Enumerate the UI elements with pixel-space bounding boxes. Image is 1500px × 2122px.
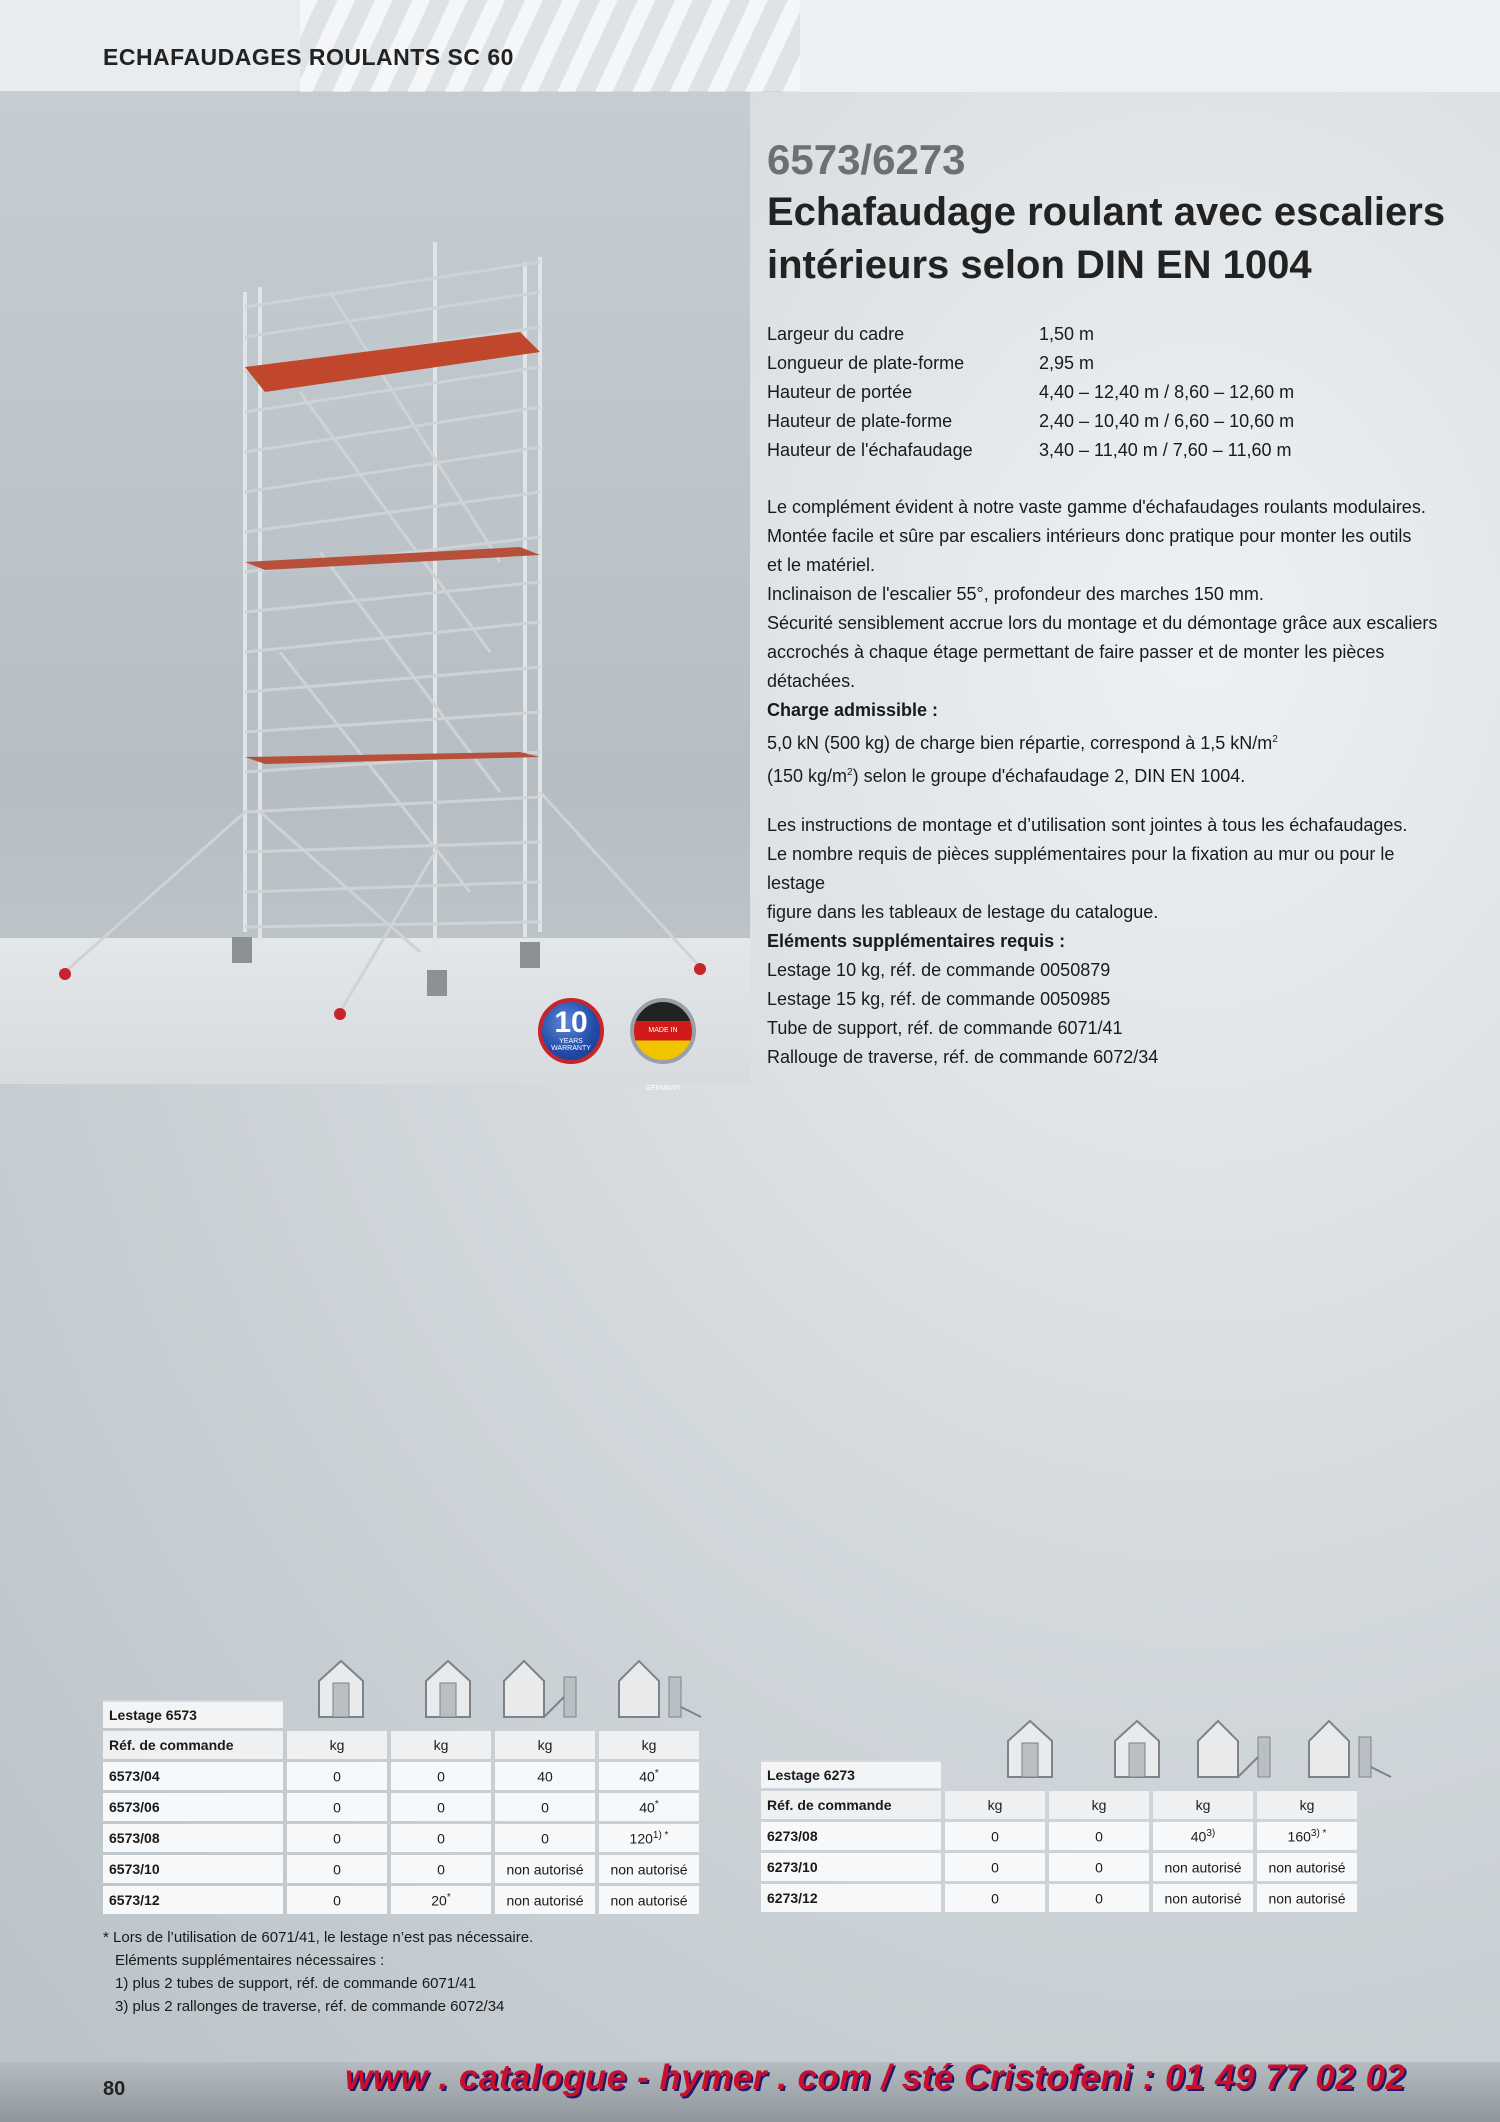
ballast-table-6273 [757,1757,1361,1915]
footnote: Eléments supplémentaires nécessaires : [115,1952,385,1969]
table-cell: 0 [287,1824,387,1852]
table-caption-row [761,1760,1357,1788]
instructions-line: figure dans les tableaux de lestage du catalogue. [767,902,1159,922]
warranty-number: 10 [554,1006,588,1039]
table-cell: $160^{3) *}$ [1257,1822,1357,1850]
table-cell: 6573/06 [103,1793,283,1821]
load-heading: Charge admissible : [767,700,939,720]
table-cell: 0 [1049,1853,1149,1881]
description-line: Inclinaison de l'escalier 55°, profondeur des marches 150 mm. [767,584,1264,604]
table-cell: non autorisé [1257,1884,1357,1912]
made-in-germany-badge [630,998,696,1092]
table-cell: 0 [945,1822,1045,1850]
extra-parts [767,927,1457,1072]
footnote: * Lors de l’utilisation de 6071/41, le lestage n’est pas nécessaire. [103,1929,534,1946]
table-cell: 0 [945,1853,1045,1881]
table-cell: non autorisé [1257,1853,1357,1881]
load-line-2: (150 $kg/m^2$) selon le groupe d'échafaudage 2, DIN EN 1004. [767,766,1246,786]
table-cell: non autorisé [1153,1853,1253,1881]
spec-list [767,320,1407,465]
load-line-1: 5,0 kN (500 kg) de charge bien répartie, correspond à 1,5 $kN/m^2$ [767,733,1278,753]
unit-header: kg [391,1731,491,1759]
description-line: et le matériel. [767,555,876,575]
table-cell: 6273/12 [761,1884,941,1912]
table-row [103,1886,699,1914]
table-header-row [761,1791,1357,1819]
unit-header: kg [495,1731,595,1759]
table-cell: 0 [391,1824,491,1852]
made-in-germany-text: MADE IN GERMANY [645,1027,681,1092]
table-cell: 0 [391,1793,491,1821]
table-row [103,1793,699,1821]
description-line: Montée facile et sûre par escaliers intérieurs donc pratique pour monter les outils [767,526,1412,546]
section-title: ECHAFAUDAGES ROULANTS SC 60 [103,44,514,70]
table-row [103,1762,699,1790]
extra-part-item: Rallouge de traverse, réf. de commande 6072/34 [767,1047,1159,1067]
table-cell: 40 [495,1762,595,1790]
table-caption: Lestage 6273 [761,1760,941,1788]
table-cell: 0 [945,1884,1045,1912]
spec-value: 4,40 – 12,40 m / 8,60 – 12,60 m [1039,382,1295,402]
table-cell: 40* [599,1793,699,1821]
spec-value: 2,95 m [1039,353,1095,373]
table-header-row [103,1731,699,1759]
table-cell: 0 [287,1855,387,1883]
spec-label: Largeur du cadre [767,324,905,344]
product-code: 6573/6273 [767,136,966,183]
table-cell: 0 [287,1886,387,1914]
table-cell: 20* [391,1886,491,1914]
spec-label: Hauteur de plate-forme [767,411,953,431]
unit-header: kg [945,1791,1045,1819]
ballast-table-6573 [99,1697,703,1917]
spec-row [767,407,1407,436]
description-line: Le complément évident à notre vaste gamme d'échafaudages roulants modulaires. [767,497,1426,517]
instructions-line: Le nombre requis de pièces supplémentaires pour la fixation au mur ou pour le lestage [767,844,1395,893]
spec-row [767,349,1407,378]
table-cell: 40* [599,1762,699,1790]
table-cell: 0 [1049,1822,1149,1850]
table-row [761,1884,1357,1912]
table-row [103,1824,699,1852]
table-cell: 6273/08 [761,1822,941,1850]
table-cell: 0 [287,1762,387,1790]
warranty-badge [538,998,604,1064]
table-cell: 6573/12 [103,1886,283,1914]
table-cell: 0 [391,1855,491,1883]
table-cell: non autorisé [599,1886,699,1914]
product-title [767,186,1467,292]
instructions-line: Les instructions de montage et d’utilisation sont jointes à tous les échafaudages. [767,815,1408,835]
scaffold-illustration [0,92,750,1084]
unit-header: kg [1049,1791,1149,1819]
extra-part-item: Lestage 15 kg, réf. de commande 0050985 [767,989,1111,1009]
unit-header: kg [599,1731,699,1759]
page-number: 80 [103,2078,126,2100]
unit-header: kg [287,1731,387,1759]
spec-value: 3,40 – 11,40 m / 7,60 – 11,60 m [1039,440,1292,460]
table-cell: $120^{1) *}$ [599,1824,699,1852]
table-cell: 6273/10 [761,1853,941,1881]
description-line: accrochés à chaque étage permettant de faire passer et de monter les pièces détachées. [767,642,1385,691]
unit-header: kg [1257,1791,1357,1819]
spec-value: 1,50 m [1039,324,1095,344]
top-platform [245,332,540,392]
table-row [761,1853,1357,1881]
footnotes [103,1926,703,2018]
catalogue-watermark-link[interactable]: www . catalogue - hymer . com / sté Cristofeni : 01 49 77 02 02 [345,2058,1406,2097]
spec-label: Hauteur de portée [767,382,913,402]
product-description [767,493,1457,696]
table-cell: 40$^{3)}$ [1153,1822,1253,1850]
table-cell: 6573/08 [103,1824,283,1852]
description-line: Sécurité sensiblement accrue lors du montage et du démontage grâce aux escaliers [767,613,1438,633]
table-cell: 0 [391,1762,491,1790]
footnote: 3) plus 2 rallonges de traverse, réf. de commande 6072/34 [115,1998,505,2015]
table-cell: 6573/10 [103,1855,283,1883]
spec-label: Longueur de plate-forme [767,353,965,373]
extra-part-item: Tube de support, réf. de commande 6071/41 [767,1018,1123,1038]
table-caption-row [103,1700,699,1728]
table-cell: 6573/04 [103,1762,283,1790]
product-title-line-2: intérieurs selon DIN EN 1004 [767,243,1312,287]
extra-part-item: Lestage 10 kg, réf. de commande 0050879 [767,960,1111,980]
unit-header: kg [1153,1791,1253,1819]
warranty-text: YEARS WARRANTY [551,1038,591,1052]
instructions-text [767,811,1457,927]
ref-header: Réf. de commande [761,1791,941,1819]
spec-value: 2,40 – 10,40 m / 6,60 – 10,60 m [1039,411,1295,431]
table-cell: non autorisé [1153,1884,1253,1912]
table-row [103,1855,699,1883]
table-cell: 0 [495,1824,595,1852]
table-cell: non autorisé [599,1855,699,1883]
table-caption: Lestage 6573 [103,1700,283,1728]
table-cell: non autorisé [495,1886,595,1914]
ref-header: Réf. de commande [103,1731,283,1759]
footnote: 1) plus 2 tubes de support, réf. de commande 6071/41 [115,1975,477,1992]
header-right-panel [800,0,1500,92]
table-cell: 0 [495,1793,595,1821]
spec-row [767,436,1407,465]
table-cell: 0 [287,1793,387,1821]
table-row [761,1822,1357,1850]
spec-row [767,320,1407,349]
table-cell: non autorisé [495,1855,595,1883]
load-capacity [767,696,1457,791]
product-title-line-1: Echafaudage roulant avec escaliers [767,190,1446,234]
spec-label: Hauteur de l'échafaudage [767,440,973,460]
table-cell: 0 [1049,1884,1149,1912]
extra-parts-heading: Eléments supplémentaires requis : [767,931,1066,951]
spec-row [767,378,1407,407]
